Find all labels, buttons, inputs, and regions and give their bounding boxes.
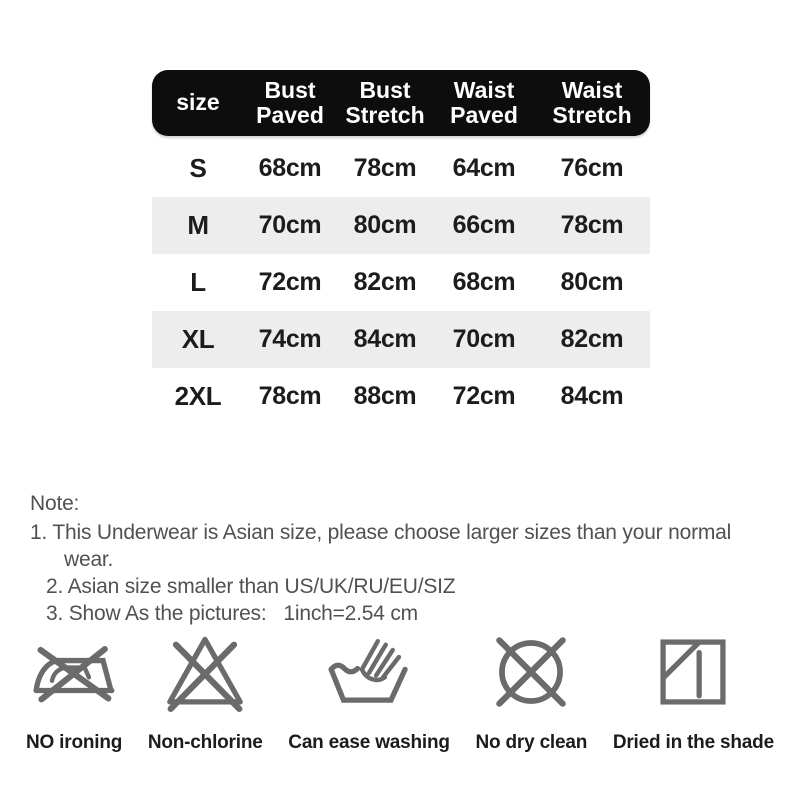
bust-paved-value: 78cm <box>258 382 322 410</box>
waist-stretch-value: 78cm <box>560 211 624 239</box>
care-label: Can ease washing <box>288 732 450 753</box>
waist-stretch-value: 82cm <box>560 325 624 353</box>
note-item-1: 1. This Underwear is Asian size, please choose larger sizes than your normal wear. <box>30 521 732 571</box>
table-header <box>152 70 650 136</box>
size-label: XL <box>181 324 215 354</box>
note-item-2: 2. Asian size smaller than US/UK/RU/EU/SIZ <box>46 575 456 598</box>
care-item-dried-in-shade <box>613 628 774 754</box>
non-chlorine-icon <box>161 628 249 716</box>
column-header-waist-stretch: Waist Stretch <box>552 76 632 128</box>
column-header-bust-paved: Bust Paved <box>256 76 324 128</box>
no-dry-clean-icon <box>487 628 575 716</box>
table-body <box>152 140 650 425</box>
waist-stretch-value: 80cm <box>560 268 624 296</box>
waist-paved-value: 68cm <box>452 268 516 296</box>
bust-paved-value: 70cm <box>258 211 322 239</box>
bust-stretch-value: 82cm <box>353 268 417 296</box>
waist-paved-value: 72cm <box>452 382 516 410</box>
column-header-bust-stretch: Bust Stretch <box>345 76 425 128</box>
table-row-xl <box>152 311 650 368</box>
waist-stretch-value: 76cm <box>560 154 624 182</box>
size-label: L <box>190 267 206 297</box>
bust-paved-value: 74cm <box>258 325 322 353</box>
care-item-hand-wash <box>288 628 450 754</box>
no-ironing-icon <box>30 628 118 716</box>
notes-section <box>30 490 742 627</box>
care-label: No dry clean <box>475 732 588 753</box>
care-instructions-row <box>0 628 800 754</box>
note-item-3: 3. Show As the pictures: 1inch=2.54 cm <box>46 602 418 625</box>
waist-paved-value: 70cm <box>452 325 516 353</box>
bust-paved-value: 68cm <box>258 154 322 182</box>
care-item-no-ironing <box>26 628 122 754</box>
table-row-l <box>152 254 650 311</box>
care-item-non-chlorine <box>148 628 263 754</box>
column-header-size: size <box>176 89 220 116</box>
size-label: M <box>187 210 209 240</box>
column-header-waist-paved: Waist Paved <box>450 76 518 128</box>
care-label: NO ironing <box>26 732 123 753</box>
waist-paved-value: 66cm <box>452 211 516 239</box>
bust-paved-value: 72cm <box>258 268 322 296</box>
care-item-no-dry-clean <box>476 628 588 754</box>
notes-title: Note: <box>30 492 80 515</box>
waist-paved-value: 64cm <box>452 154 516 182</box>
care-label: Non-chlorine <box>147 732 263 753</box>
bust-stretch-value: 84cm <box>353 325 417 353</box>
table-row-m <box>152 197 650 254</box>
size-label: 2XL <box>174 381 222 411</box>
table-row-s <box>152 140 650 197</box>
size-chart-table <box>152 70 650 425</box>
bust-stretch-value: 80cm <box>353 211 417 239</box>
hand-wash-icon <box>325 628 413 716</box>
size-label: S <box>189 153 207 183</box>
table-row-2xl <box>152 368 650 425</box>
bust-stretch-value: 78cm <box>353 154 417 182</box>
bust-stretch-value: 88cm <box>353 382 417 410</box>
waist-stretch-value: 84cm <box>560 382 624 410</box>
dried-in-shade-icon <box>649 628 737 716</box>
care-label: Dried in the shade <box>612 732 774 753</box>
